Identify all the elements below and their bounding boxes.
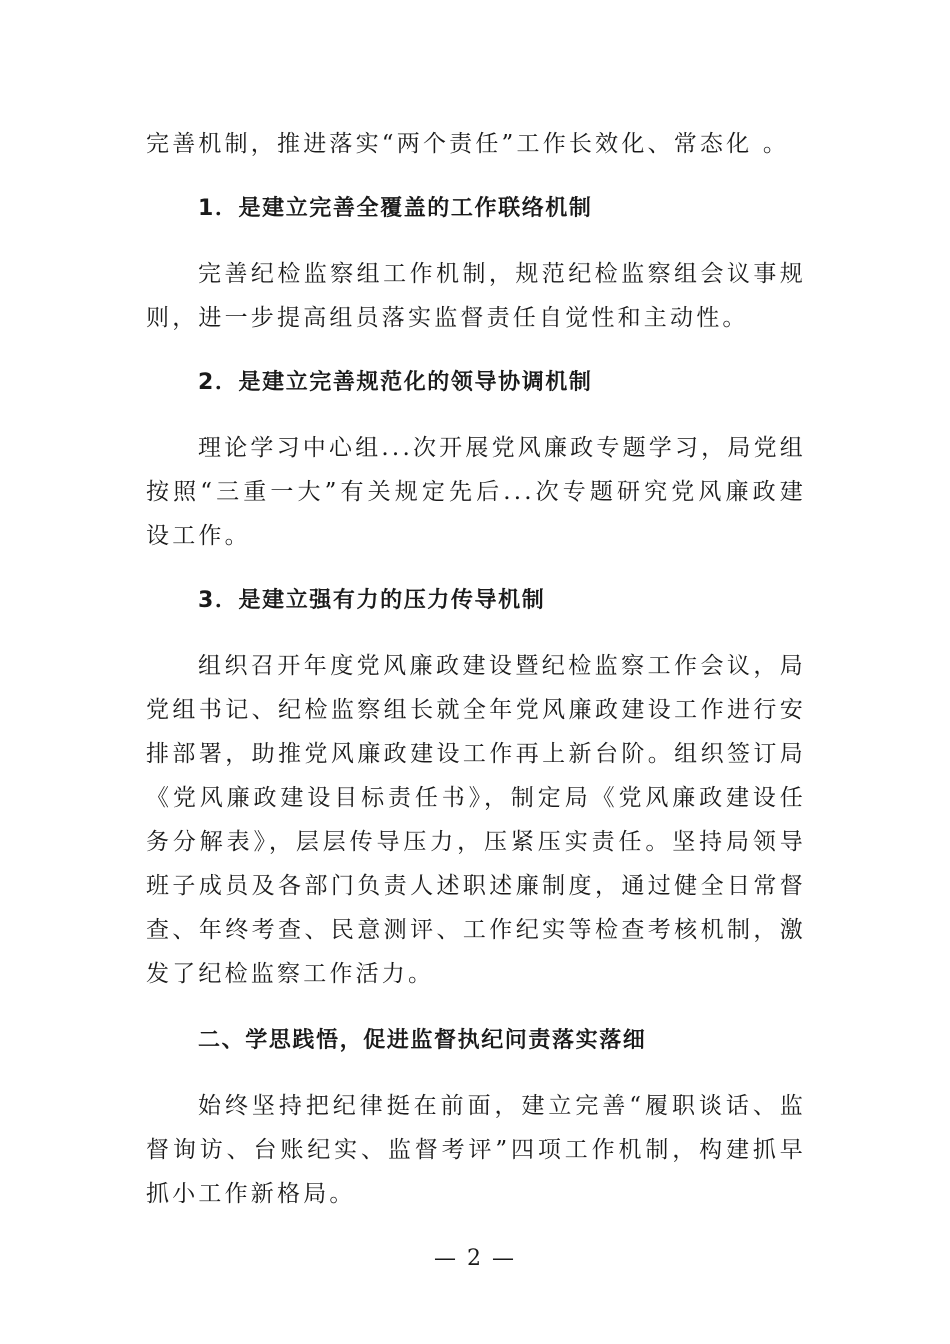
paragraph-3: 组织召开年度党风廉政建设暨纪检监察工作会议，局党组书记、纪检监察组长就全年党风廉政建设工作进行安排部署，助推党风廉政建设工作再上新台阶。组织签订局《党风廉政建设目标责任书》，制定局《党风廉政建设任务分解表》，层层传导压力，压紧压实责任。坚持局领导班子成员及各部门负责人述职述廉制度，通过健全日常督查、年终考查、民意测评、工作纪实等检查考核机制，激发了纪检监察工作活力。 [146, 653, 806, 987]
paragraph-4: 始终坚持把纪律挺在前面，建立完善“履职谈话、监督询访、台账纪实、监督考评”四项工作机制，构建抓早抓小工作新格局。 [146, 1093, 806, 1207]
section-heading-3: 3．是建立强有力的压力传导机制 [198, 588, 546, 613]
chapter-heading-2: 二、学思践悟，促进监督执纪问责落实落细 [198, 1028, 647, 1053]
page-number: — 2 — [434, 1246, 516, 1271]
section-heading-1: 1．是建立完善全覆盖的工作联络机制 [198, 196, 593, 221]
section-heading-2: 2．是建立完善规范化的领导协调机制 [198, 370, 593, 395]
paragraph-2: 理论学习中心组...次开展党风廉政专题学习，局党组按照“三重一大”有关规定先后...次专题研究党风廉政建设工作。 [146, 435, 806, 549]
document-body [146, 122, 806, 1216]
paragraph-1: 完善纪检监察组工作机制，规范纪检监察组会议事规则，进一步提高组员落实监督责任自觉性和主动性。 [146, 261, 806, 331]
paragraph-continuation: 完善机制，推进落实“两个责任”工作长效化、常态化 。 [146, 131, 790, 157]
